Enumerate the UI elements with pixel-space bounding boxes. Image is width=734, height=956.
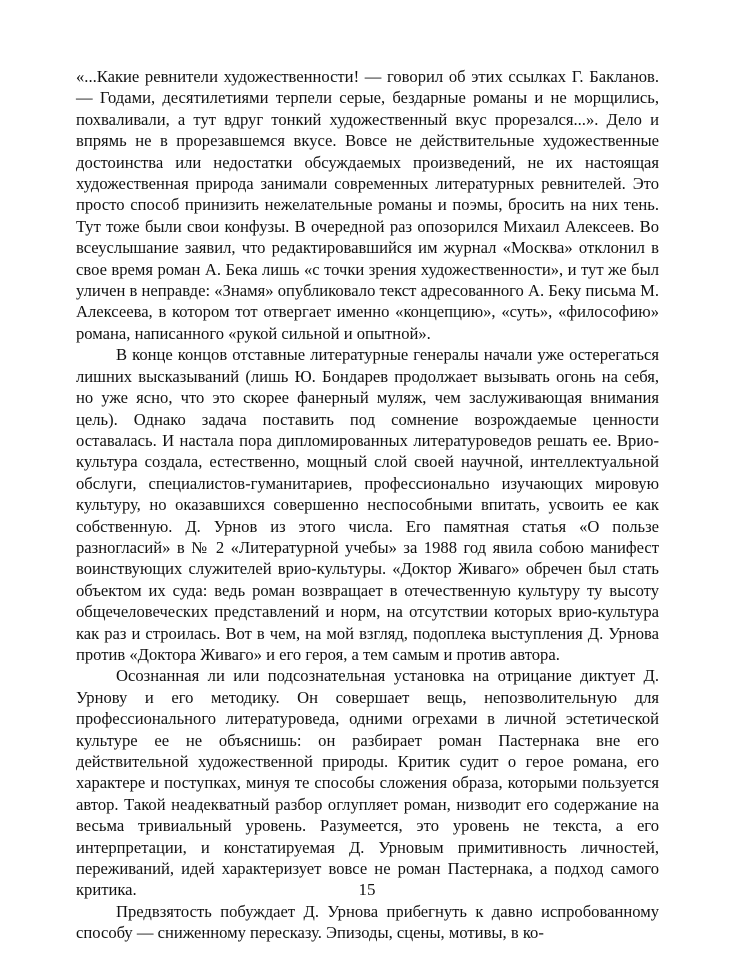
page-body [76,66,659,944]
paragraph-2: В конце концов отставные литературные генералы начали уже остерегаться лишних высказываний (лишь Ю. Бондарев продолжает вызывать огонь на себя, но уже ясно, что это скорее фанерный муляж, чем заслуживающая внимания цель). Однако задача поставить под сомнение возрождаемые ценности оставалась. И настала пора дипломированных литературоведов решать ее. Врио-культура создала, естественно, мощный слой своей научной, интеллектуальной обслуги, специалистов-гуманитариев, профессионально изучающих мировую культуру, но оказавшихся совершенно неспособными впитать, усвоить ее как собственную. Д. Урнов из этого числа. Его памятная статья «О пользе разногласий» в № 2 «Литературной учебы» за 1988 год явила собою манифест воинствующих служителей врио-культуры. «Доктор Живаго» обречен был стать объектом их суда: ведь роман возвращает в отечественную культуру ту высоту общечеловеческих представлений и норм, на отсутствии которых врио-культура как раз и строилась. Вот в чем, на мой взгляд, подоплека выступления Д. Урнова против «Доктора Живаго» и его героя, а тем самым и против автора. [76,345,659,664]
page-number: 15 [358,880,376,899]
paragraph-3: Осознанная ли или подсознательная установка на отрицание диктует Д. Урнову и его методику. Он совершает вещь, непозволительную для профессионального литературоведа, одними огрехами в личной эстетической культуре ее не объяснишь: он разбирает роман Пастернака вне его действительной художественной природы. Критик судит о герое романа, его характере и поступках, минуя те способы сложения образа, которыми пользуется автор. Такой неадекватный разбор оглупляет роман, низводит его содержание на весьма тривиальный уровень. Разумеется, это уровень не текста, а его интерпретации, и констатируемая Д. Урновым примитивность личностей, переживаний, идей характеризует вовсе не роман Пастернака, а подход самого критика. [76,666,659,900]
paragraph-4: Предвзятость побуждает Д. Урнова прибегнуть к давно испробованному способу — сниженному пересказу. Эпизоды, сцены, мотивы, в ко- [76,901,659,943]
paragraph-1: «...Какие ревнители художественности! — говорил об этих ссылках Г. Бакланов. — Годами, десятилетиями терпели серые, бездарные романы и не морщились, похваливали, а тут вдруг тонкий художественный вкус прорезался...». Дело и впрямь не в прорезавшемся вкусе. Вовсе не действительные художественные достоинства или недостатки обсуждаемых произведений, не их настоящая художественная природа занимали современных литературных ревнителей. Это просто способ принизить нежелательные романы и поэмы, бросить на них тень. Тут тоже были свои конфузы. В очередной раз опозорился Михаил Алексеев. Во всеуслышание заявил, что редактировавшийся им журнал «Москва» отклонил в свое время роман А. Бека лишь «с точки зрения художественности», и тут же был уличен в неправде: «Знамя» опубликовало текст адресованного А. Беку письма М. Алексеева, в котором тот отвергает именно «концепцию», «суть», «философию» романа, написанного «рукой сильной и опытной». [76,67,659,343]
